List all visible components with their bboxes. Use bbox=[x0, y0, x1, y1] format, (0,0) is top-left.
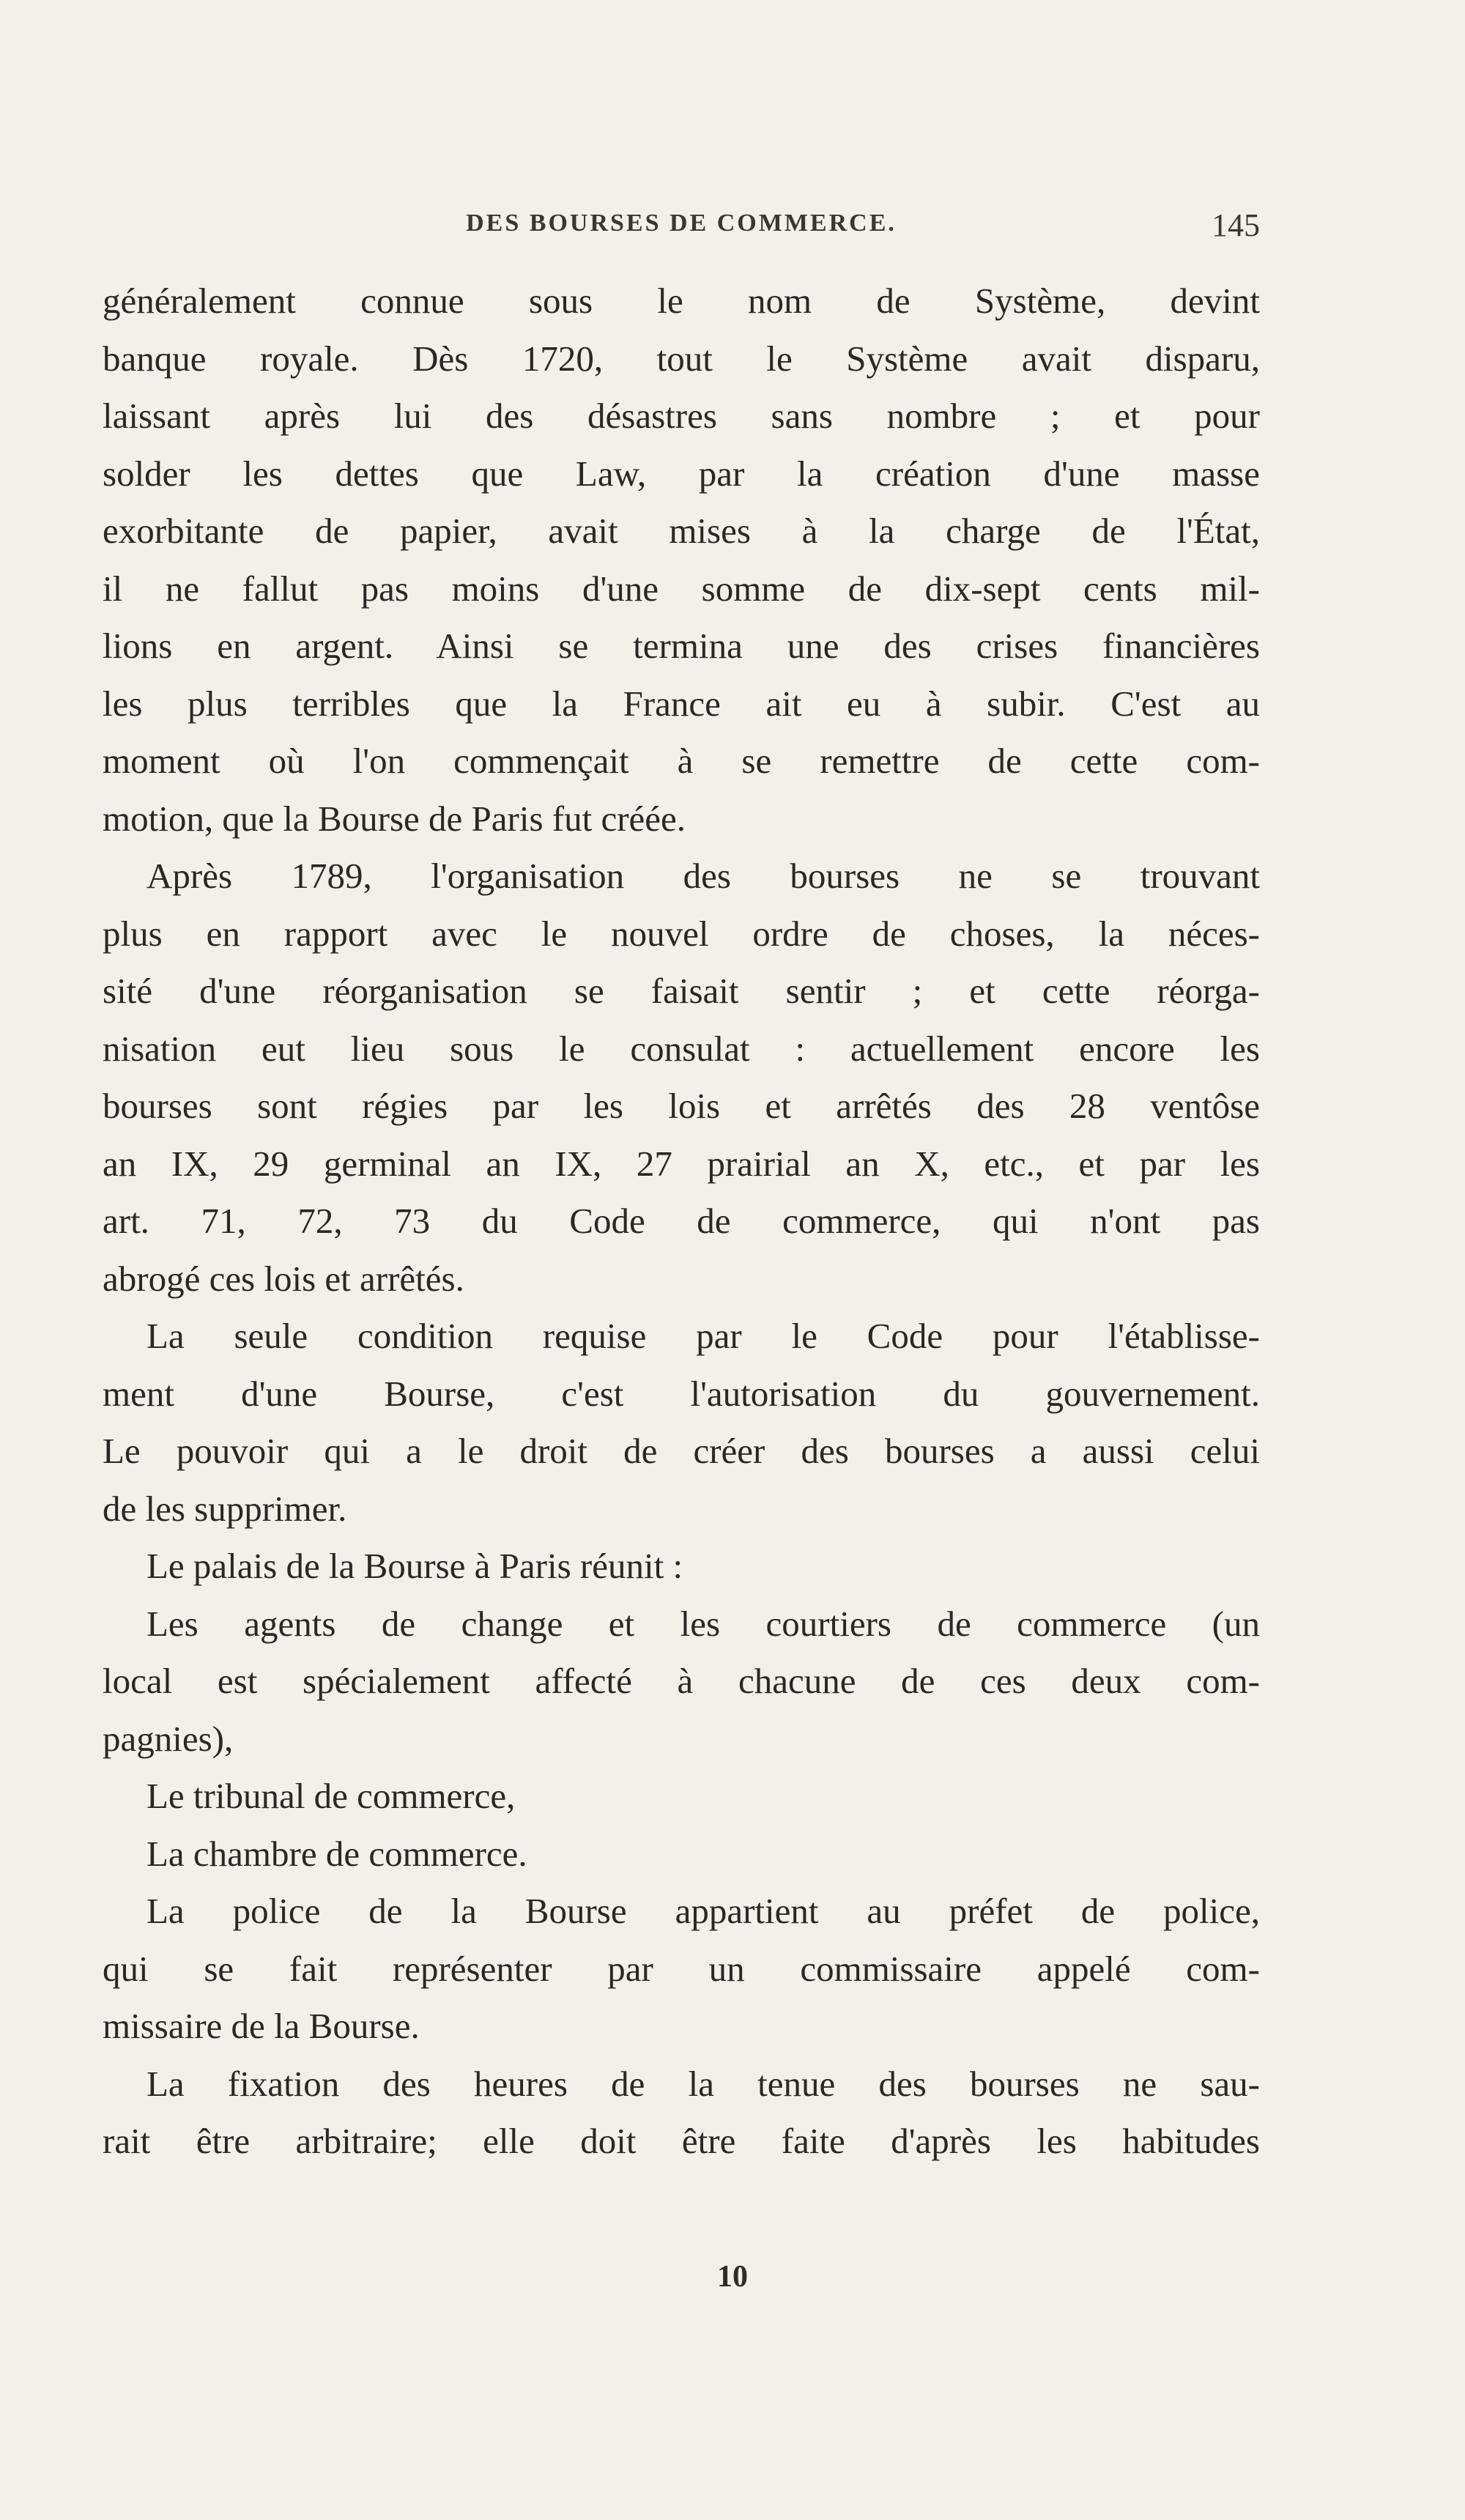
text-line: généralement connue sous le nom de Système, devint bbox=[103, 281, 1260, 321]
signature-mark: 10 bbox=[717, 2260, 748, 2294]
paragraph-start-line: Le tribunal de commerce, bbox=[146, 1776, 516, 1816]
text-line: plus en rapport avec le nouvel ordre de choses, la néces- bbox=[103, 913, 1260, 954]
text-line: les plus terribles que la France ait eu à subir. C'est au bbox=[103, 683, 1260, 724]
text-line: bourses sont régies par les lois et arrêtés des 28 ventôse bbox=[103, 1086, 1260, 1126]
text-line: an IX, 29 germinal an IX, 27 prairial an X, etc., et par les bbox=[103, 1143, 1260, 1184]
text-line: exorbitante de papier, avait mises à la charge de l'État, bbox=[103, 511, 1260, 551]
text-line: lions en argent. Ainsi se termina une des crises financières bbox=[103, 626, 1260, 666]
text-line: moment où l'on commençait à se remettre de cette com- bbox=[103, 741, 1260, 781]
text-line: de les supprimer. bbox=[103, 1488, 347, 1529]
running-title: DES BOURSES DE COMMERCE. bbox=[466, 210, 897, 237]
page-number: 145 bbox=[1212, 207, 1260, 243]
text-line: il ne fallut pas moins d'une somme de dix-sept cents mil- bbox=[103, 568, 1260, 609]
paragraph-start-line: La seule condition requise par le Code pour l'établisse- bbox=[146, 1316, 1260, 1356]
text-line: solder les dettes que Law, par la création d'une masse bbox=[103, 453, 1260, 494]
text-line: missaire de la Bourse. bbox=[103, 2006, 420, 2046]
paragraph-start-line: La police de la Bourse appartient au préfet de police, bbox=[146, 1891, 1260, 1931]
text-line: art. 71, 72, 73 du Code de commerce, qui n'ont pas bbox=[103, 1201, 1260, 1241]
paragraph-start-line: Le palais de la Bourse à Paris réunit : bbox=[146, 1546, 683, 1586]
text-line: local est spécialement affecté à chacune de ces deux com- bbox=[103, 1661, 1260, 1701]
paragraph-start-line: Les agents de change et les courtiers de commerce (un bbox=[146, 1603, 1260, 1644]
paragraph-start-line: La fixation des heures de la tenue des bourses ne sau- bbox=[146, 2063, 1260, 2104]
text-line: abrogé ces lois et arrêtés. bbox=[103, 1258, 464, 1299]
text-line: Le pouvoir qui a le droit de créer des bourses a aussi celui bbox=[103, 1431, 1260, 1471]
text-line: sité d'une réorganisation se faisait sentir ; et cette réorga- bbox=[103, 971, 1260, 1011]
page-header bbox=[103, 207, 1260, 253]
body-text bbox=[103, 273, 1260, 2171]
paragraph-start-line: Après 1789, l'organisation des bourses ne se trouvant bbox=[146, 856, 1260, 896]
text-line: qui se fait représenter par un commissaire appelé com- bbox=[103, 1948, 1260, 1989]
text-line: pagnies), bbox=[103, 1718, 234, 1759]
text-line: nisation eut lieu sous le consulat : actuellement encore les bbox=[103, 1028, 1260, 1069]
text-line: rait être arbitraire; elle doit être faite d'après les habitudes bbox=[103, 2121, 1260, 2161]
text-line: laissant après lui des désastres sans nombre ; et pour bbox=[103, 396, 1260, 436]
paragraph-start-line: La chambre de commerce. bbox=[146, 1833, 527, 1874]
text-line: motion, que la Bourse de Paris fut créée. bbox=[103, 798, 686, 839]
text-line: ment d'une Bourse, c'est l'autorisation du gouvernement. bbox=[103, 1373, 1260, 1414]
text-line: banque royale. Dès 1720, tout le Système avait disparu, bbox=[103, 338, 1260, 379]
